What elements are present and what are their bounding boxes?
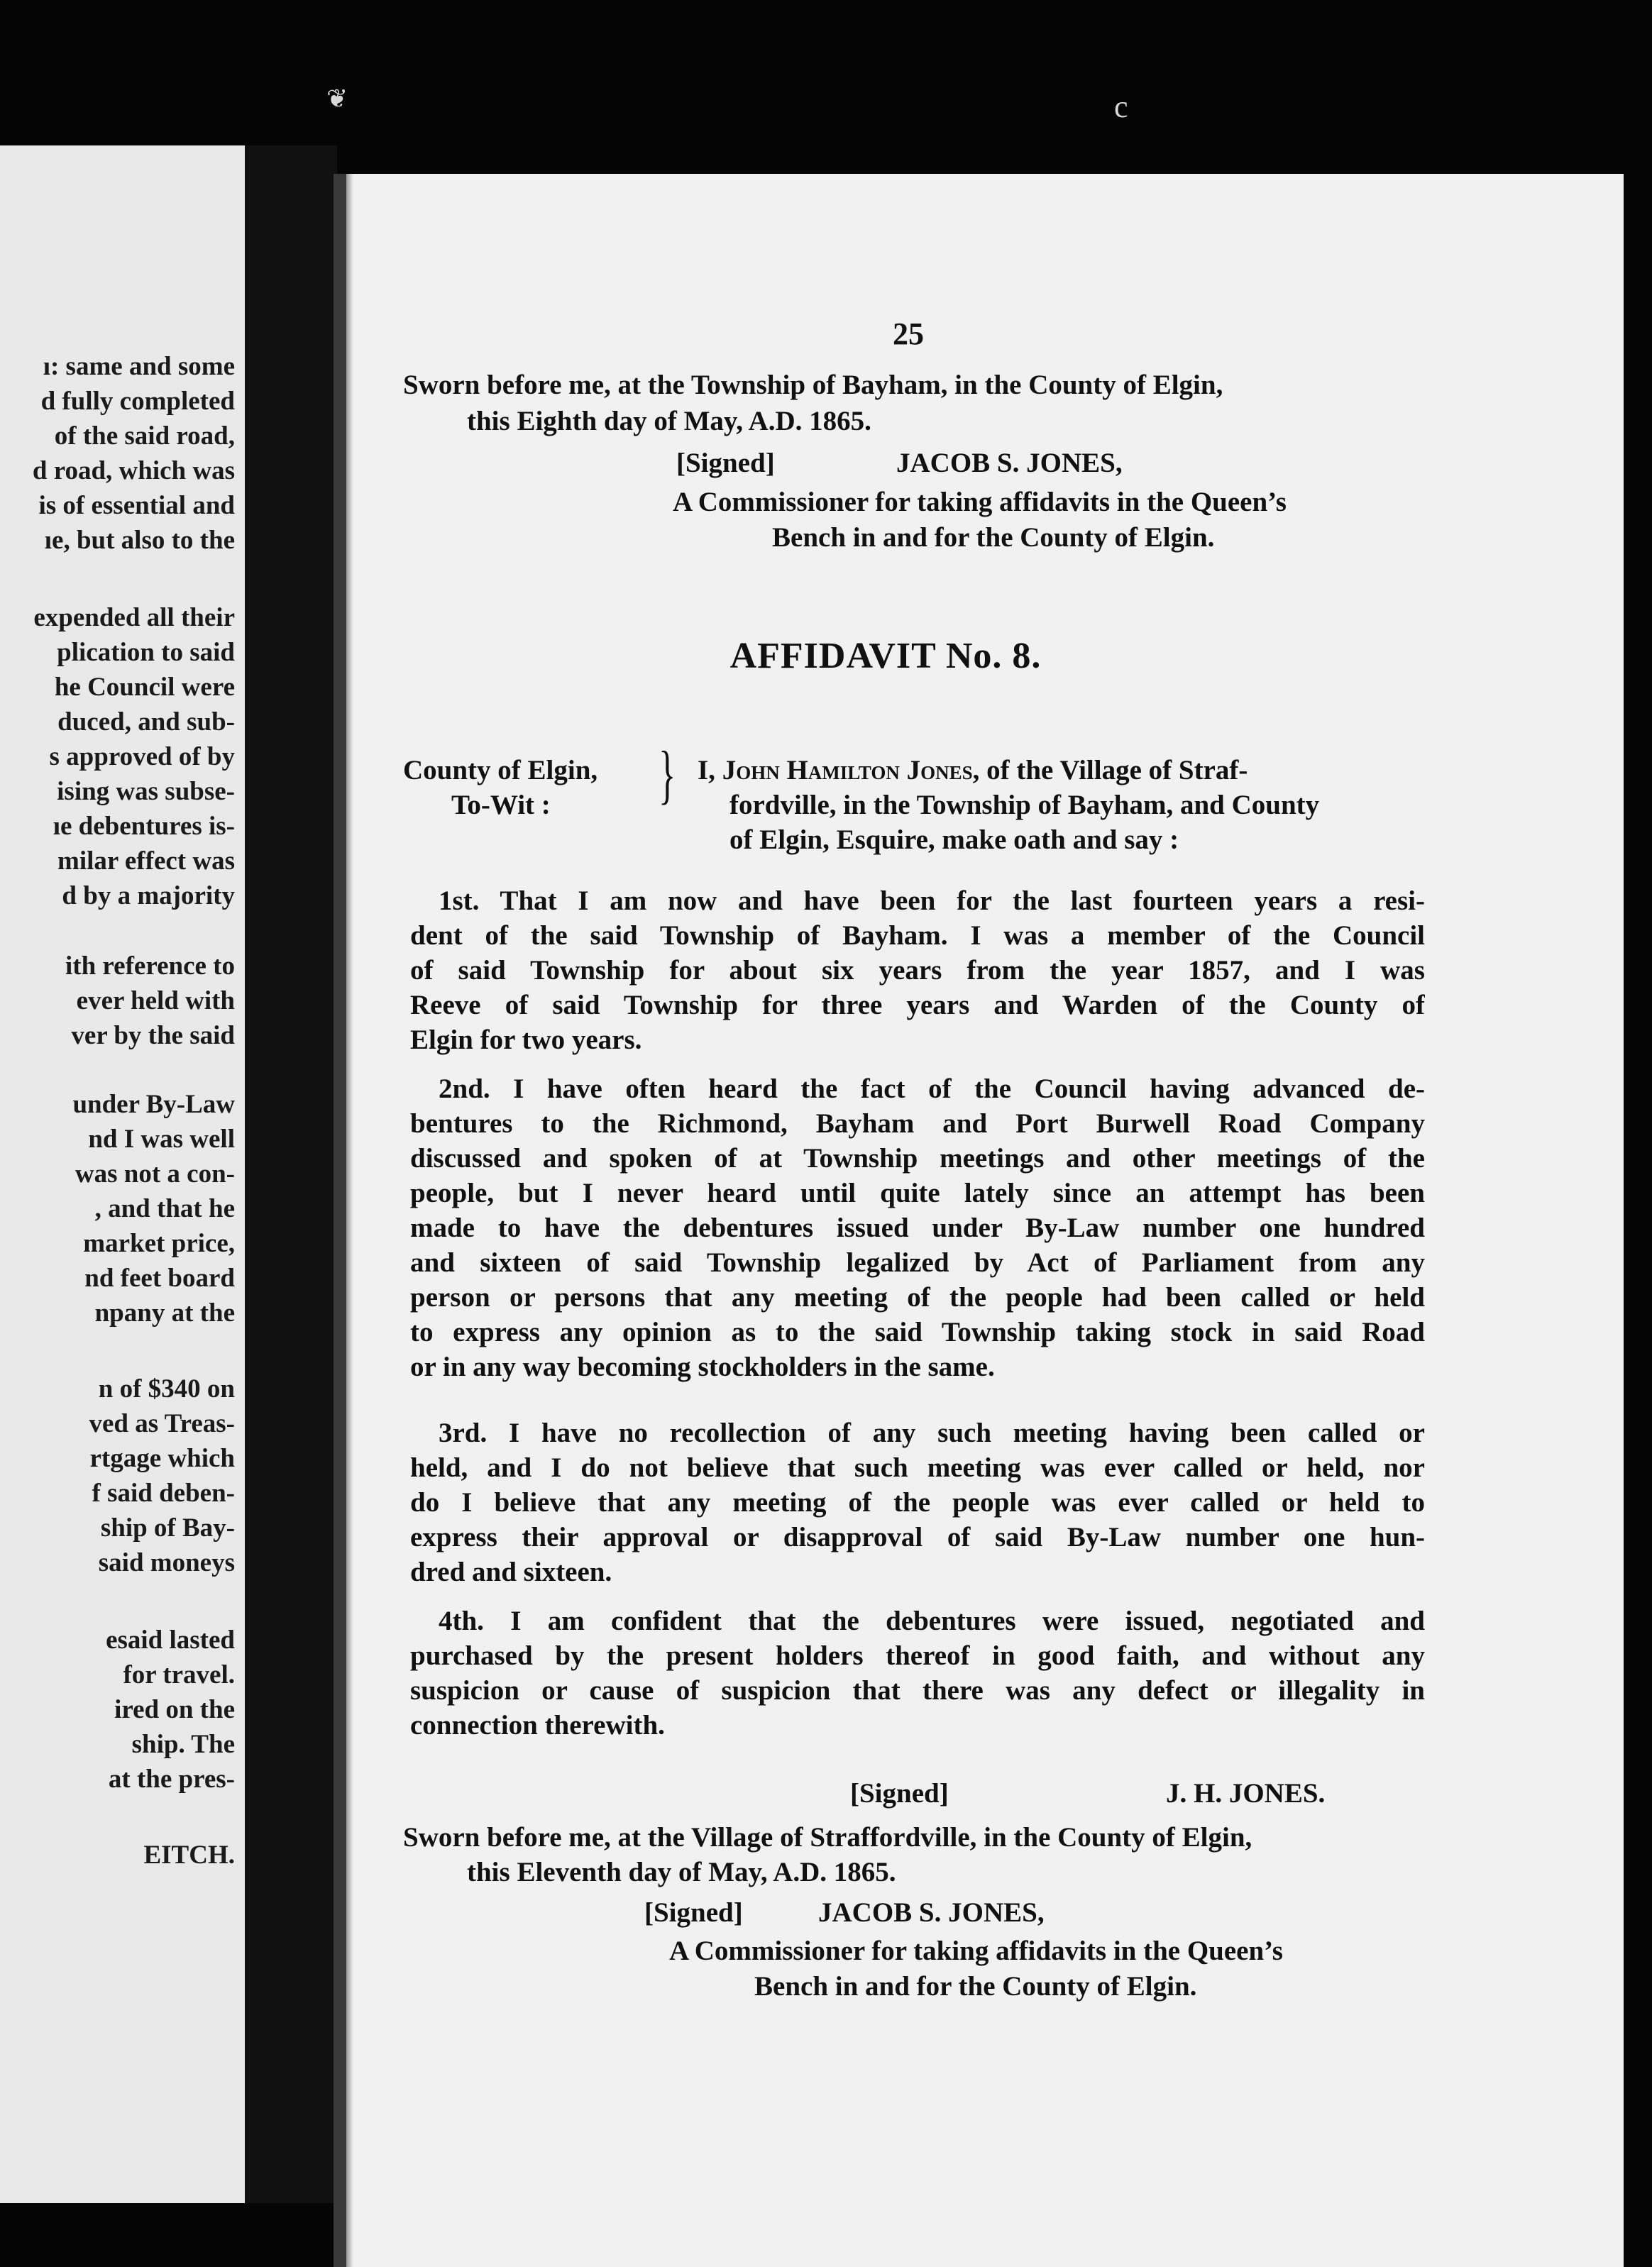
left-page-line: d fully completed [40, 387, 235, 416]
prev-jurat-title-2: Bench in and for the County of Elgin. [772, 522, 1215, 553]
paragraph-1st [410, 883, 1425, 1057]
para1-line: 1st. That I am now and have been for the last fourteen years a resi- [439, 886, 1425, 916]
left-page-line: market price, [83, 1229, 235, 1258]
left-page-line: said moneys [98, 1548, 235, 1577]
para3-line: held, and I do not believe that such meeting was ever called or held, nor [410, 1452, 1425, 1483]
intro-line-3: of Elgin, Esquire, make oath and say : [729, 824, 1179, 855]
left-page-line: he Council were [54, 673, 235, 702]
para2-line: to express any opinion as to the said Township taking stock in said Road [410, 1317, 1425, 1347]
left-page-line: f said deben- [92, 1479, 235, 1508]
binding-shadow [346, 174, 353, 2267]
left-page-line: ired on the [114, 1695, 235, 1724]
paragraph-4th [410, 1604, 1425, 1743]
scan-handwritten-mark: c [1114, 89, 1128, 124]
prev-jurat-signer-name: JACOB S. JONES, [896, 448, 1123, 478]
deponent-signature-name: J. H. JONES. [1166, 1778, 1326, 1809]
left-page-line: of the said road, [54, 421, 235, 451]
intro-line-1: I, John Hamilton Jones, of the Village of Straf- [698, 755, 1248, 785]
left-page-line: nd feet board [84, 1264, 235, 1293]
prev-jurat-signed-label: [Signed] [676, 448, 775, 478]
left-page-line: milar effect was [57, 846, 235, 876]
left-page-line: was not a con- [75, 1159, 235, 1188]
para2-line: and sixteen of said Township legalized by Act of Parliament from any [410, 1247, 1425, 1278]
para3-line: express their approval or disapproval of said By-Law number one hun- [410, 1522, 1425, 1552]
para3-line: do I believe that any meeting of the people was ever called or held to [410, 1487, 1425, 1518]
para2-line: 2nd. I have often heard the fact of the Council having advanced de- [439, 1074, 1425, 1104]
scan-speck-mark: ❦ [326, 84, 348, 113]
left-page-line: ising was subse- [57, 777, 235, 806]
para1-line: Elgin for two years. [410, 1025, 642, 1055]
left-page-line: at the pres- [108, 1765, 235, 1794]
left-page-line: for travel. [123, 1660, 235, 1689]
para3-line: dred and sixteen. [410, 1557, 612, 1587]
jurat-signer-name: JACOB S. JONES, [818, 1897, 1045, 1928]
left-page-line: ship of Bay- [100, 1513, 235, 1543]
para2-line: discussed and spoken of at Township meetings and other meetings of the [410, 1143, 1425, 1174]
left-page-line: rtgage which [89, 1444, 235, 1473]
para3-line: 3rd. I have no recollection of any such meeting having been called or [439, 1418, 1425, 1448]
left-page-line: n of $340 on [98, 1374, 235, 1403]
para1-line: of said Township for about six years from the year 1857, and I was [410, 955, 1425, 986]
left-page-line: expended all their [33, 603, 235, 632]
paragraph-2nd [410, 1071, 1425, 1384]
para4-line: connection therewith. [410, 1710, 665, 1741]
left-page-line: nd I was well [88, 1125, 235, 1154]
deponent-signed-label: [Signed] [850, 1778, 949, 1809]
jurat-title-2: Bench in and for the County of Elgin. [754, 1971, 1197, 2002]
left-page-line: ıe, but also to the [44, 526, 235, 555]
para1-line: Reeve of said Township for three years and Warden of the County of [410, 990, 1425, 1020]
jurat-title-1: A Commissioner for taking affidavits in the Queen’s [669, 1936, 1283, 1966]
left-page-line: d by a majority [62, 881, 235, 910]
left-page-line: ver by the said [71, 1021, 235, 1050]
page-number: 25 [893, 316, 924, 351]
left-page-line: npany at the [94, 1298, 235, 1328]
jurat-signed-label: [Signed] [644, 1897, 743, 1928]
document-page [334, 174, 1624, 2267]
para2-line: or in any way becoming stockholders in the same. [410, 1352, 995, 1382]
venue-to-wit: To-Wit : [451, 790, 551, 820]
para1-line: dent of the said Township of Bayham. I was a member of the Council [410, 920, 1425, 951]
prev-jurat-line-2: this Eighth day of May, A.D. 1865. [467, 406, 871, 436]
book-gutter [245, 145, 337, 2203]
jurat-line-1: Sworn before me, at the Village of Straffordville, in the County of Elgin, [403, 1822, 1252, 1853]
prev-jurat-title-1: A Commissioner for taking affidavits in the Queen’s [673, 487, 1287, 517]
left-page-line: , and that he [94, 1194, 235, 1223]
left-page-line: ı: same and some [43, 352, 235, 381]
affidavit-heading: AFFIDAVIT No. 8. [729, 636, 1042, 676]
left-page-line: EITCH. [143, 1841, 235, 1870]
para2-line: made to have the debentures issued under By-Law number one hundred [410, 1213, 1425, 1243]
venue-brace: } [658, 738, 676, 810]
left-page-line: ith reference to [65, 952, 235, 981]
left-page-fragment [0, 145, 245, 2203]
left-page-line: s approved of by [49, 742, 235, 771]
para2-line: people, but I never heard until quite lately since an attempt has been [410, 1178, 1425, 1208]
left-page-line: d road, which was [32, 456, 235, 485]
intro-line-2: fordville, in the Township of Bayham, and County [729, 790, 1320, 820]
deponent-name: John Hamilton Jones [722, 755, 973, 785]
left-page-line: under By-Law [72, 1090, 235, 1119]
para2-line: bentures to the Richmond, Bayham and Port Burwell Road Company [410, 1108, 1425, 1139]
para2-line: person or persons that any meeting of the people had been called or held [410, 1282, 1425, 1313]
para4-line: purchased by the present holders thereof in good faith, and without any [410, 1640, 1425, 1671]
left-page-line: ved as Treas- [89, 1409, 235, 1438]
left-page-line: duced, and sub- [57, 707, 235, 737]
left-page-line: ship. The [131, 1730, 235, 1759]
venue-county: County of Elgin, [403, 755, 598, 785]
left-page-line: ever held with [76, 986, 235, 1015]
jurat-line-2: this Eleventh day of May, A.D. 1865. [467, 1857, 896, 1887]
prev-jurat-line-1: Sworn before me, at the Township of Bayham, in the County of Elgin, [403, 370, 1223, 400]
para4-line: suspicion or cause of suspicion that there was any defect or illegality in [410, 1675, 1425, 1706]
left-page-line: esaid lasted [106, 1626, 235, 1655]
left-page-line: plication to said [57, 638, 235, 667]
para4-line: 4th. I am confident that the debentures were issued, negotiated and [439, 1606, 1425, 1636]
left-page-line: ıe debentures is- [53, 812, 235, 841]
left-page-line: is of essential and [38, 491, 235, 520]
paragraph-3rd [410, 1416, 1425, 1589]
